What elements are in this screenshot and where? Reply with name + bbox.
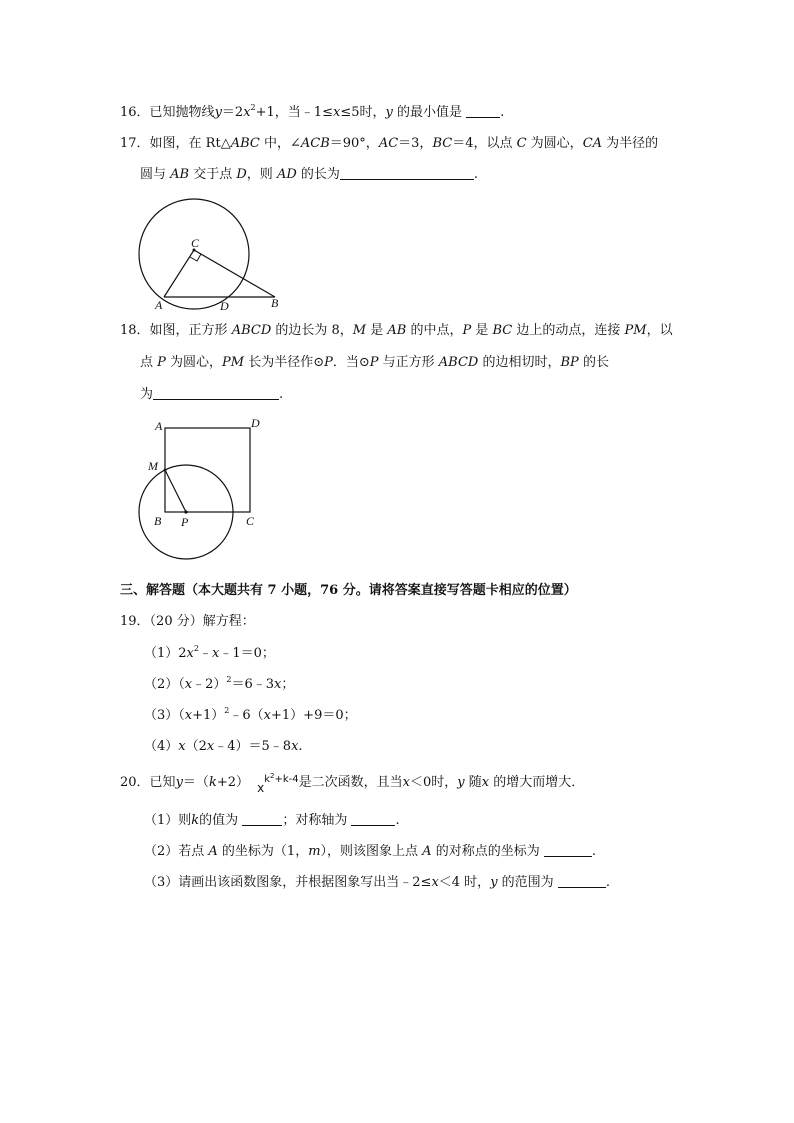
q20-k-value-blank[interactable] (242, 813, 282, 826)
q20-part-2: （2）若点 A 的坐标为（1，m），则该图象上点 A 的对称点的坐标为 . (144, 844, 596, 859)
q18-label-c: C (246, 514, 255, 528)
q20-part-1: （1）则k的值为 ；对称轴为 . (144, 813, 400, 828)
q20-range-blank[interactable] (558, 875, 606, 888)
q19-part-2: （2）（x﹣2）$^2$＝6﹣3x； (144, 675, 295, 692)
q18-label-a: A (155, 419, 163, 433)
q18-label-m: M (148, 459, 158, 473)
q18-number: 18． (120, 323, 150, 338)
q17-label-a: A (155, 298, 163, 312)
question-17-line-1: 17．如图，在 Rt△ABC 中，∠ACB＝90°，AC＝3，BC＝4，以点 C 为圆心，CA 为半径的 (120, 136, 659, 151)
q19-part-3: $(3)(x+1)^2﹣6(x+1)+9=0$； (144, 706, 357, 723)
q18-segment-pm (165, 470, 186, 512)
q18-point-p (184, 510, 187, 513)
q17-label-b: B (271, 296, 279, 310)
question-18-line-1: 18．如图，正方形 ABCD 的边长为 8，M 是 AB 的中点，P 是 BC 边上的动点，连接 PM，以 (120, 323, 673, 338)
question-17-line-2: 圆与 AB 交于点 D，则 AD 的长为 . (140, 167, 479, 182)
q19-number: 19． (120, 614, 150, 629)
section-3-heading: 三、解答题（本大题共有 7 小题，76 分。请将答案直接写答题卡相应的位置） (120, 583, 577, 598)
question-16: 16．已知抛物线$y=2x^2+1$，当﹣1≤x≤5时，y 的最小值是 . (120, 103, 505, 120)
q18-label-p: P (181, 515, 189, 529)
question-18-line-2: 点 P 为圆心，PM 长为半径作⊙P．当⊙P 与正方形 ABCD 的边相切时，BP 的长 (140, 355, 609, 370)
q20-axis-blank[interactable] (351, 813, 395, 826)
q18-label-b: B (154, 514, 162, 528)
q19-part-1: $(1)2x^2﹣x﹣1=0$； (144, 644, 275, 661)
q17-label-d: D (220, 299, 229, 313)
question-19: 19．（20 分）解方程： (120, 614, 255, 629)
q17-number: 17． (120, 136, 150, 151)
q20-number: 20． (120, 775, 150, 790)
q17-label-c: C (191, 236, 200, 250)
q18-point-m (164, 469, 167, 472)
question-20: 20．已知y＝（k+2） $xk^2+k-4$是二次函数，且当x＜0时，y 随x 的增大而增大． (120, 772, 585, 795)
q16-number: 16． (120, 105, 150, 120)
q19-part-4: （4）x（2x﹣4）＝5﹣8x. (144, 739, 303, 754)
q20-symmetric-point-blank[interactable] (544, 844, 592, 857)
q18-label-d: D (251, 416, 260, 430)
q20-part-3: （3）请画出该函数图象，并根据图象写出当﹣2≤x＜4 时，y 的范围为 . (144, 875, 610, 890)
question-18-line-3: 为 . (140, 387, 284, 402)
